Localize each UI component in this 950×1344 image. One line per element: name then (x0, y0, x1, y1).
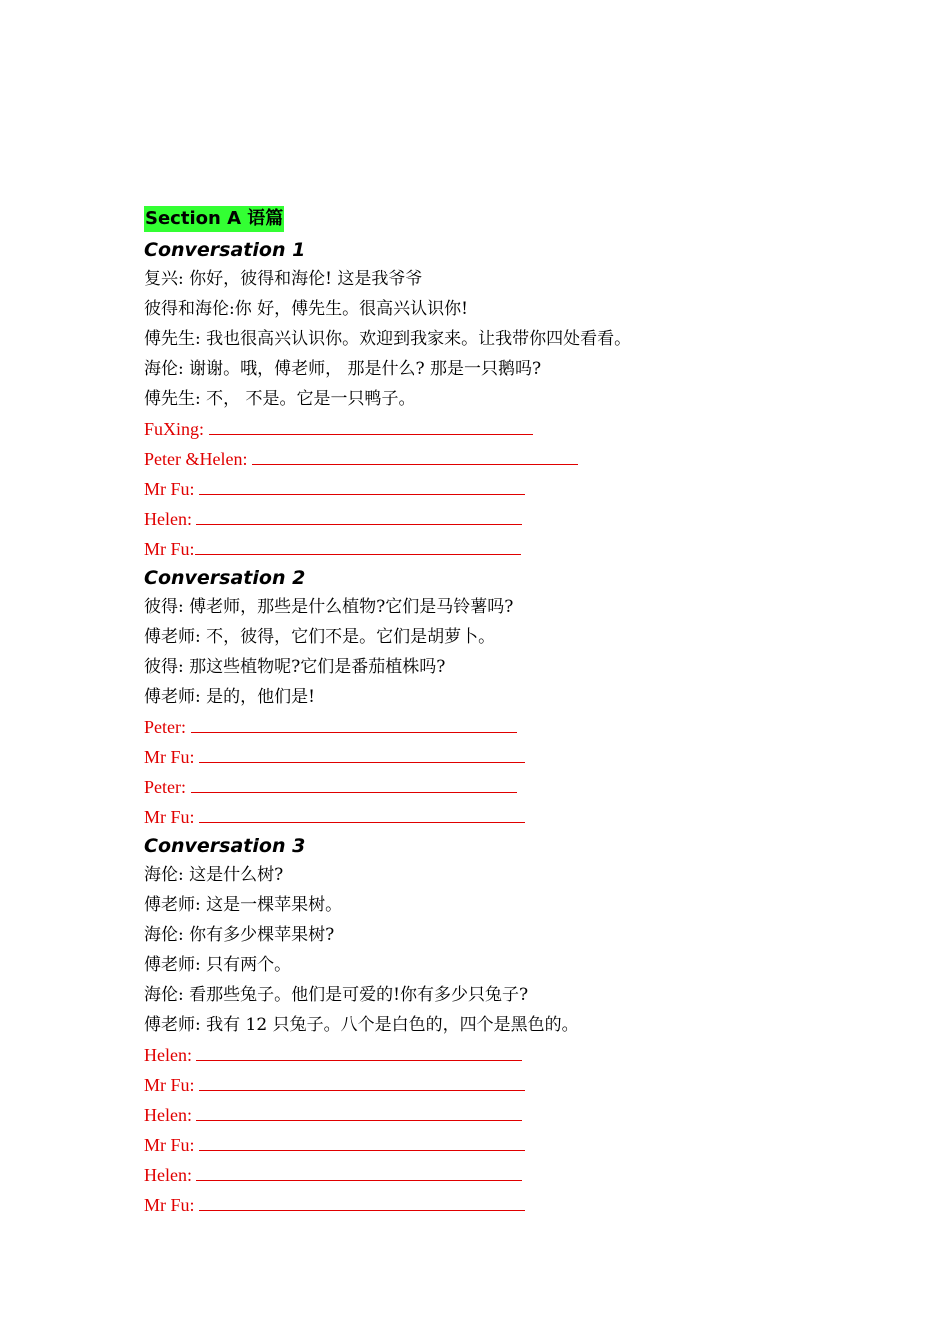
answer-row (144, 772, 824, 802)
dialogue-line: 彼得: 那这些植物呢?它们是番茄植株吗? (144, 657, 446, 677)
answer-blank[interactable] (195, 534, 521, 555)
section-title: Section A 语篇 (144, 206, 284, 232)
answer-blank[interactable] (209, 414, 533, 435)
dialogue-line: 海伦: 你有多少棵苹果树? (144, 925, 335, 945)
answer-row (144, 1130, 824, 1160)
speaker-label: Helen: (144, 509, 197, 529)
answer-row (144, 534, 824, 564)
dialogue-line: 傅先生: 不， 不是。它是一只鸭子。 (144, 389, 416, 409)
dialogue-line: 傅老师: 不，彼得，它们不是。它们是胡萝卜。 (144, 627, 496, 647)
speaker-label: Mr Fu: (144, 1075, 200, 1095)
answer-row (144, 474, 824, 504)
answer-row (144, 1160, 824, 1190)
dialogue-line: 傅老师: 我有 12 只兔子。八个是白色的，四个是黑色的。 (144, 1015, 579, 1035)
speaker-label: Helen: (144, 1045, 197, 1065)
speaker-label: Peter: (144, 717, 191, 737)
dialogue-line: 傅老师: 是的，他们是! (144, 687, 315, 707)
speaker-label: Mr Fu: (144, 539, 195, 559)
conversation-2 (144, 564, 824, 832)
answer-blank[interactable] (199, 802, 525, 823)
conversation-title: Conversation 3 (144, 835, 306, 857)
speaker-label: Helen: (144, 1105, 197, 1125)
answer-row (144, 802, 824, 832)
dialogue-line: 傅先生: 我也很高兴认识你。欢迎到我家来。让我带你四处看看。 (144, 329, 632, 349)
answer-row (144, 712, 824, 742)
speaker-label: Mr Fu: (144, 747, 200, 767)
answer-blank[interactable] (199, 1070, 525, 1091)
answer-blank[interactable] (199, 474, 525, 495)
dialogue-line: 海伦: 谢谢。哦，傅老师， 那是什么? 那是一只鹅吗? (144, 359, 542, 379)
speaker-label: Mr Fu: (144, 807, 200, 827)
answer-row (144, 504, 824, 534)
speaker-label: Peter: (144, 777, 191, 797)
conversation-title: Conversation 2 (144, 567, 306, 589)
dialogue-line: 复兴: 你好，彼得和海伦! 这是我爷爷 (144, 269, 423, 289)
answer-row (144, 444, 824, 474)
conversation-title: Conversation 1 (144, 239, 306, 261)
dialogue-line: 彼得: 傅老师，那些是什么植物?它们是马铃薯吗? (144, 597, 514, 617)
speaker-label: FuXing: (144, 419, 209, 439)
answer-blank[interactable] (196, 1160, 522, 1181)
answer-blank[interactable] (196, 1100, 522, 1121)
dialogue-line: 傅老师: 只有两个。 (144, 955, 292, 975)
answer-blank[interactable] (199, 1190, 525, 1211)
conversation-1 (144, 236, 824, 564)
answer-blank[interactable] (196, 1040, 522, 1061)
answer-row (144, 1190, 824, 1220)
speaker-label: Mr Fu: (144, 1195, 200, 1215)
dialogue-line: 傅老师: 这是一棵苹果树。 (144, 895, 343, 915)
speaker-label: Mr Fu: (144, 479, 200, 499)
answer-blank[interactable] (199, 1130, 525, 1151)
answer-blank[interactable] (199, 742, 525, 763)
speaker-label: Peter &Helen: (144, 449, 252, 469)
answer-row (144, 742, 824, 772)
dialogue-line: 海伦: 看那些兔子。他们是可爱的!你有多少只兔子? (144, 985, 529, 1005)
dialogue-line: 彼得和海伦:你 好，傅先生。很高兴认识你! (144, 299, 468, 319)
answer-blank[interactable] (191, 712, 517, 733)
answer-blank[interactable] (252, 444, 578, 465)
answer-row (144, 1100, 824, 1130)
document-page (144, 206, 824, 1220)
answer-row (144, 1070, 824, 1100)
answer-blank[interactable] (191, 772, 517, 793)
answer-row (144, 414, 824, 444)
answer-blank[interactable] (196, 504, 522, 525)
conversation-3 (144, 832, 824, 1220)
speaker-label: Mr Fu: (144, 1135, 200, 1155)
answer-row (144, 1040, 824, 1070)
dialogue-line: 海伦: 这是什么树? (144, 865, 284, 885)
speaker-label: Helen: (144, 1165, 197, 1185)
